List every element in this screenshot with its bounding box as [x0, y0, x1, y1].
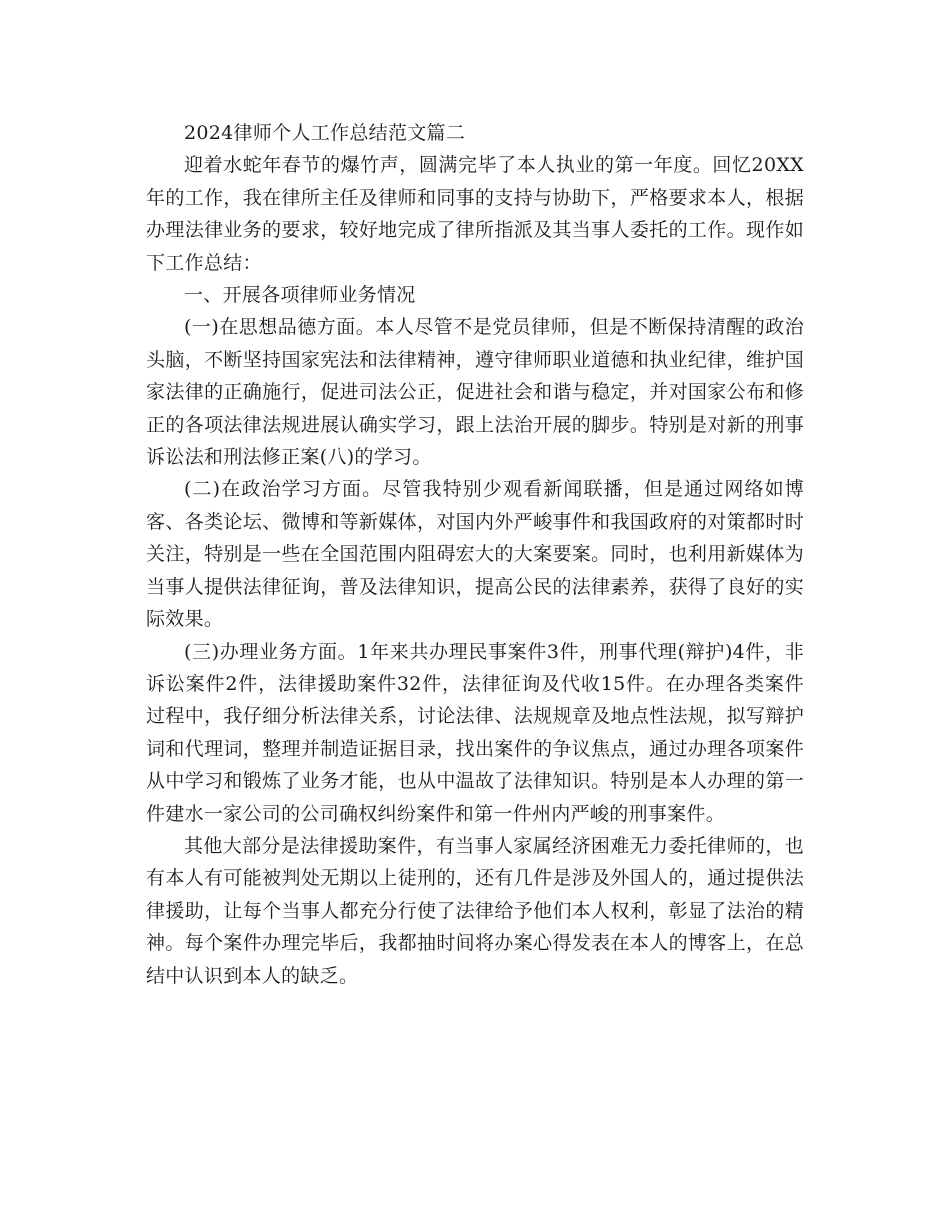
- paragraph-political-study: (二)在政治学习方面。尽管我特别少观看新闻联播，但是通过网络如博客、各类论坛、微博和等新媒体，对国内外严峻事件和我国政府的对策都时时关注，特别是一些在全国范围内阻碍宏大的大案要案。同时，也利用新媒体为当事人提供法律征询，普及法律知识，提高公民的法律素养，获得了良好的实际效果。: [146, 478, 804, 631]
- paragraph-ideology: (一)在思想品德方面。本人尽管不是党员律师，但是不断保持清醒的政治头脑，不断坚持国家宪法和法律精神，遵守律师职业道德和执业纪律，维护国家法律的正确施行，促进司法公正，促进社会和谐与稳定，并对国家公布和修正的各项法律法规进展认确实学习，跟上法治开展的脚步。特别是对新的刑事诉讼法和刑法修正案(八)的学习。: [146, 316, 804, 469]
- section-heading: 一、开展各项律师业务情况: [184, 284, 416, 307]
- paragraph-legal-aid: 其他大部分是法律援助案件，有当事人家属经济困难无力委托律师的，也有本人有可能被判处无期以上徒刑的，还有几件是涉及外国人的，通过提供法律援助，让每个当事人都充分行使了法律给予他们本人权利，彰显了法治的精神。每个案件办理完毕后，我都抽时间将办案心得发表在本人的博客上，在总结中认识到本人的缺乏。: [146, 834, 804, 987]
- document-body: [146, 117, 804, 992]
- paragraph-intro: 迎着水蛇年春节的爆竹声，圆满完毕了本人执业的第一年度。回忆20XX年的工作，我在律所主任及律师和同事的支持与协助下，严格要求本人，根据办理法律业务的要求，较好地完成了律所指派及其当事人委托的工作。现作如下工作总结：: [146, 154, 804, 274]
- paragraph-business: (三)办理业务方面。1年来共办理民事案件3件，刑事代理(辩护)4件，非诉讼案件2件，法律援助案件32件，法律征询及代收15件。在办理各类案件过程中，我仔细分析法律关系，讨论法律、法规规章及地点性法规，拟写辩护词和代理词，整理并制造证据目录，找出案件的争议焦点，通过办理各项案件从中学习和锻炼了业务才能，也从中温故了法律知识。特别是本人办理的第一件建水一家公司的公司确权纠纷案件和第一件州内严峻的刑事案件。: [146, 640, 804, 825]
- document-title: 2024律师个人工作总结范文篇二: [184, 122, 466, 144]
